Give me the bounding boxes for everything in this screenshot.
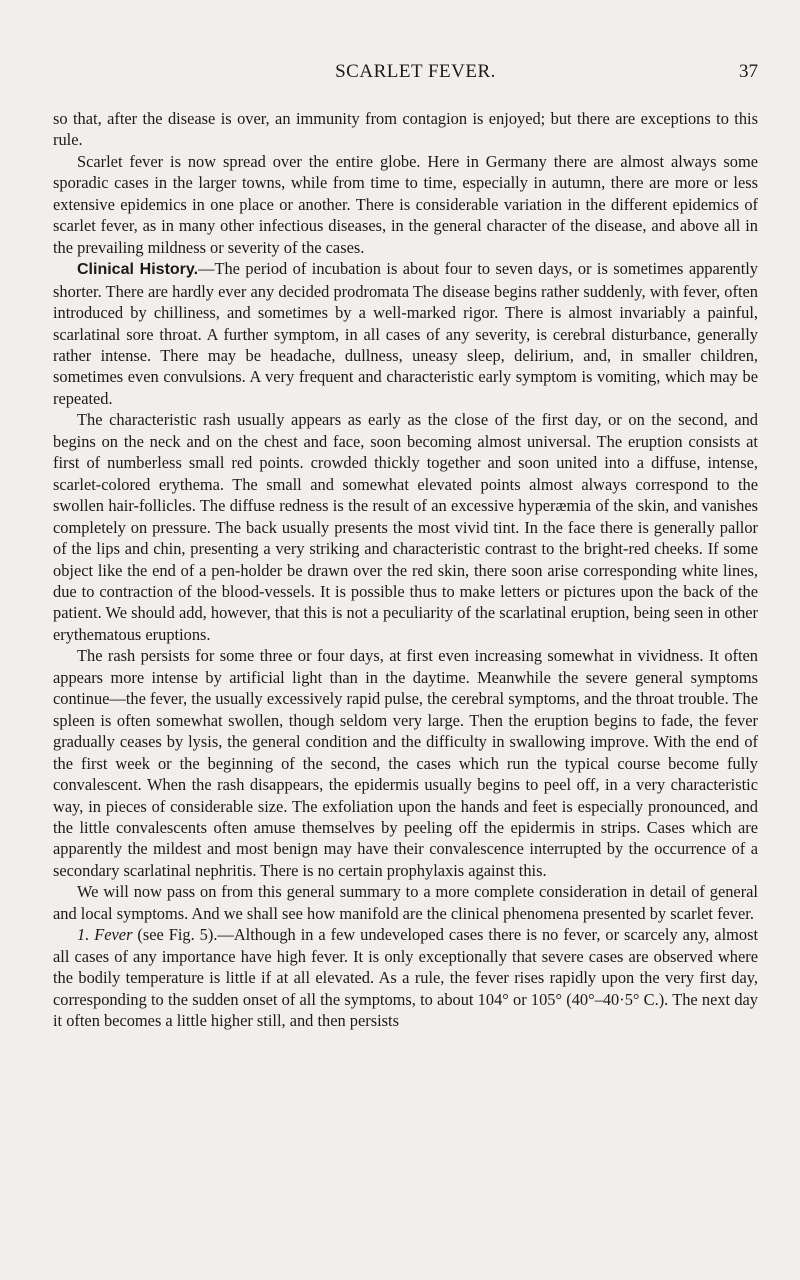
paragraph-text: —The period of incubation is about four to seven days, or is sometimes apparently shorter. There are hardly ever any decided prodromata The disease begins rather suddenly, with fever, often introduced by chilliness, and sometimes by a well-marked rigor. There is almost invariably a painful, scarlatinal sore throat. A further symptom, in all cases of any severity, is cerebral disturbance, generally rather intense. There may be headache, dullness, uneasy sleep, delirium, and, in smaller children, sometimes even convulsions. A very frequent and characteristic early symptom is vomiting, which may be repeated. xyxy=(53,259,759,408)
paragraph-text: (see Fig. 5).—Although in a few undeveloped cases there is no fever, or scarcely any, almost all cases of any importance have high fever. It is only exceptionally that severe cases are observed where the bodily temperature is little if at all elevated. As a rule, the fever rises rapidly upon the very first day, corresponding to the sudden onset of all the symptoms, to about 104° or 105° (40°–40·5° C.). The next day it often becomes a little higher still, and then persists xyxy=(53,925,758,1031)
paragraph-rash xyxy=(53,409,758,645)
paragraph-text: so that, after the disease is over, an immunity from contagion is enjoyed; but there are exceptions to this rule. xyxy=(53,109,758,150)
paragraph-fever xyxy=(53,924,758,1031)
paragraph-text: Scarlet fever is now spread over the entire globe. Here in Germany there are almost always some sporadic cases in the larger towns, while from time to time, especially in autumn, there are more or less extensive epidemics in one place or another. There is considerable variation in the different epidemics of scarlet fever, as in many other infectious diseases, in the general character of the disease, and above all in the prevailing mildness or severity of the cases. xyxy=(53,151,758,257)
paragraph-text: We will now pass on from this general summary to a more complete consideration in detail of general and local symptoms. And we shall see how manifold are the clinical phenomena presented by scarlet fever. xyxy=(53,882,758,923)
paragraph-text: The characteristic rash usually appears as early as the close of the first day, or on the second, and begins on the neck and on the chest and face, soon becoming almost universal. The eruption consists at first of numberless small red points. crowded thickly together and soon united into a diffuse, intense, scarlet-colored erythema. The small and somewhat elevated points almost always correspond to the swollen hair-follicles. The diffuse redness is the result of an excessive hyperæmia of the skin, and vanishes completely on pressure. The back usually presents the most vivid tint. In the face there is generally pallor of the lips and chin, presenting a very striking and characteristic contrast to the bright-red cheeks. If some object like the end of a pen-holder be drawn over the red skin, there soon arise corresponding white lines, due to contraction of the blood-vessels. It is possible thus to make letters or pictures upon the back of the patient. We should add, however, that this is not a peculiarity of the scarlatinal eruption, being seen in other erythematous eruptions. xyxy=(53,410,758,644)
running-head xyxy=(53,0,758,82)
running-title: SCARLET FEVER. xyxy=(335,61,496,82)
paragraph-clinical-history xyxy=(53,258,758,409)
page-number: 37 xyxy=(739,61,758,82)
section-heading: Clinical History. xyxy=(77,261,199,279)
subsection-heading: 1. Fever xyxy=(77,925,133,945)
paragraph-continuation xyxy=(53,108,758,151)
paragraph-text: The rash persists for some three or four days, at first even increasing somewhat in vividness. It often appears more intense by artificial light than in the daytime. Meanwhile the severe general symptoms continue—the fever, the usually excessively rapid pulse, the cerebral symptoms, and the throat trouble. The spleen is often somewhat swollen, though seldom very large. Then the eruption begins to fade, the fever gradually ceases by lysis, the general condition and the difficulty in swallowing improve. With the end of the first week or the beginning of the second, the cases which run the typical course become fully convalescent. When the rash disappears, the epidermis usually begins to peel off, in a very characteristic way, in pieces of considerable size. The exfoliation upon the hands and feet is especially pronounced, and the little convalescents often amuse themselves by peeling off the epidermis in strips. Cases which are apparently the mildest and most benign may have their convalescence interrupted by the occurrence of a secondary scarlatinal nephritis. There is no certain prophylaxis against this. xyxy=(53,646,758,880)
paragraph-transition xyxy=(53,881,758,924)
body-text xyxy=(53,108,758,1031)
paragraph-rash-course xyxy=(53,645,758,881)
paragraph-global-spread xyxy=(53,151,758,258)
